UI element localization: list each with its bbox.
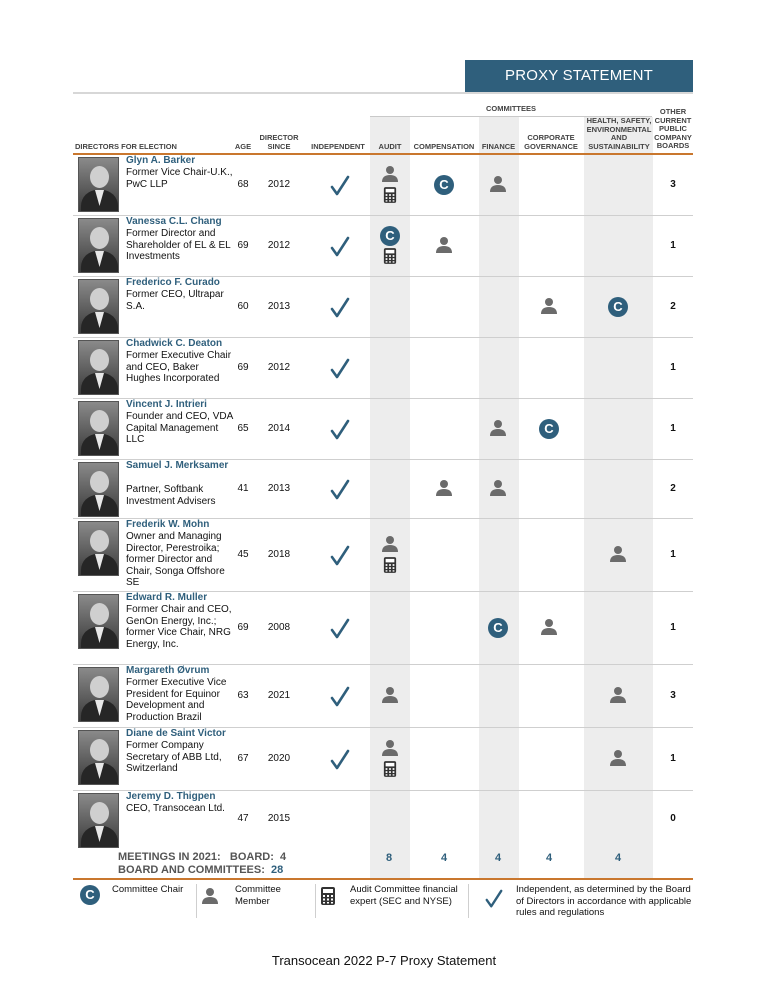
independent-checkmark-icon — [329, 358, 351, 380]
director-photo — [78, 667, 119, 722]
header-audit: AUDIT — [378, 142, 402, 151]
legend-divider — [196, 884, 197, 918]
independent-checkmark-icon — [329, 479, 351, 501]
top-rule — [73, 92, 693, 94]
director-age: 60 — [237, 300, 249, 312]
chair-icon: C — [488, 618, 508, 638]
independent-checkmark-icon — [329, 749, 351, 771]
independent-checkmark-icon — [329, 236, 351, 258]
director-title: Former Vice Chair-U.K., PwC LLP — [126, 167, 233, 190]
director-since: 2018 — [267, 548, 291, 560]
audit-meetings: 8 — [385, 852, 393, 864]
table-row — [73, 276, 693, 337]
header-finance: FINANCE — [481, 142, 516, 151]
other-boards-count: 2 — [670, 300, 676, 312]
director-age: 67 — [237, 752, 249, 764]
finance-meetings: 4 — [494, 852, 502, 864]
director-age: 41 — [237, 482, 249, 494]
member-icon — [435, 479, 453, 497]
committee-meetings-label: BOARD AND COMMITTEES: — [118, 864, 265, 876]
chair-icon: C — [608, 297, 628, 317]
header-hses: HEALTH, SAFETY, ENVIRONMENTAL AND SUSTAINABILITY — [586, 116, 652, 151]
member-icon — [435, 236, 453, 254]
hses-meetings: 4 — [614, 852, 622, 864]
table-row — [73, 790, 693, 848]
director-age: 69 — [237, 239, 249, 251]
member-icon — [381, 535, 399, 553]
other-boards-count: 2 — [670, 482, 676, 494]
director-photo — [78, 279, 119, 334]
legend-divider — [468, 884, 469, 918]
director-since: 2012 — [267, 361, 291, 373]
header-director-since: DIRECTOR SINCE — [259, 133, 299, 151]
table-row — [73, 591, 693, 664]
member-icon — [201, 887, 219, 905]
committees-header: COMMITTEES — [486, 104, 536, 113]
director-age: 63 — [237, 689, 249, 701]
director-name: Frederik W. Mohn — [126, 519, 210, 530]
table-row — [73, 664, 693, 727]
member-icon — [609, 545, 627, 563]
director-since: 2020 — [267, 752, 291, 764]
checkmark-icon — [484, 888, 504, 910]
director-title: Former Company Secretary of ABB Ltd, Switzerland — [126, 740, 222, 774]
member-icon — [540, 297, 558, 315]
director-title: Former Director and Shareholder of EL & EL Investments — [126, 228, 231, 262]
table-row — [73, 398, 693, 459]
director-age: 45 — [237, 548, 249, 560]
director-title: Founder and CEO, VDA Capital Management LLC — [126, 411, 233, 445]
director-name: Jeremy D. Thigpen — [126, 791, 216, 802]
governance-meetings: 4 — [545, 852, 553, 864]
calculator-icon — [320, 886, 336, 906]
independent-checkmark-icon — [329, 175, 351, 197]
other-boards-count: 1 — [670, 752, 676, 764]
director-since: 2012 — [267, 239, 291, 251]
director-photo — [78, 730, 119, 785]
director-photo — [78, 521, 119, 576]
director-age: 68 — [237, 178, 249, 190]
other-boards-count: 1 — [670, 239, 676, 251]
header-corporate-governance: CORPORATE GOVERNANCE — [524, 133, 578, 151]
legend-divider — [315, 884, 316, 918]
chair-icon: C — [80, 885, 100, 905]
board-meetings-label: BOARD: — [229, 851, 274, 863]
other-boards-count: 1 — [670, 361, 676, 373]
member-icon — [489, 479, 507, 497]
director-age: 47 — [237, 813, 249, 824]
director-name: Frederico F. Curado — [126, 277, 220, 288]
table-row — [73, 337, 693, 398]
member-icon — [489, 175, 507, 193]
independent-checkmark-icon — [329, 618, 351, 640]
header-independent: INDEPENDENT — [311, 142, 365, 151]
calculator-icon — [383, 760, 397, 778]
other-boards-count: 1 — [670, 422, 676, 434]
director-title: Former Chair and CEO, GenOn Energy, Inc.; former Vice Chair, NRG Energy, Inc. — [126, 604, 232, 650]
director-since: 2013 — [267, 300, 291, 312]
director-title: CEO, Transocean Ltd. — [126, 803, 225, 814]
member-icon — [381, 165, 399, 183]
chair-icon: C — [434, 175, 454, 195]
director-title: Owner and Managing Director, Perestroika; former Director and Chair, Songa Offshore SE — [126, 531, 225, 588]
director-photo — [78, 218, 119, 273]
independent-checkmark-icon — [329, 419, 351, 441]
independent-checkmark-icon — [329, 686, 351, 708]
section-banner: PROXY STATEMENT SUMMARY — [465, 60, 693, 92]
director-since: 2015 — [267, 813, 291, 824]
meetings-label: MEETINGS IN 2021: — [118, 851, 221, 863]
director-title: Former Executive Chair and CEO, Baker Hughes Incorporated — [126, 350, 232, 384]
independent-checkmark-icon — [329, 545, 351, 567]
director-title: Former Executive Vice President for Equinor Development and Production Brazil — [126, 677, 227, 723]
director-name: Edward R. Muller — [126, 592, 208, 603]
director-age: 69 — [237, 361, 249, 373]
director-name: Vanessa C.L. Chang — [126, 216, 222, 227]
page-footer: Transocean 2022 P-7 Proxy Statement — [271, 953, 497, 968]
calculator-icon — [383, 186, 397, 204]
member-icon — [381, 686, 399, 704]
header-compensation: COMPENSATION — [413, 142, 475, 151]
director-name: Glyn A. Barker — [126, 155, 196, 166]
legend-financial-expert: Audit Committee financial expert (SEC and NYSE) — [350, 884, 458, 907]
compensation-meetings: 4 — [440, 852, 448, 864]
director-photo — [78, 462, 119, 517]
director-name: Margareth Øvrum — [126, 665, 210, 676]
member-icon — [540, 618, 558, 636]
other-boards-count: 1 — [670, 621, 676, 633]
director-photo — [78, 401, 119, 456]
director-age: 69 — [237, 621, 249, 633]
director-name: Chadwick C. Deaton — [126, 338, 223, 349]
member-icon — [381, 739, 399, 757]
legend-member: Committee Member — [235, 884, 281, 907]
director-name: Diane de Saint Victor — [126, 728, 226, 739]
director-photo — [78, 594, 119, 649]
director-since: 2021 — [267, 689, 291, 701]
member-icon — [609, 686, 627, 704]
meetings-line-1 — [118, 851, 286, 863]
committee-meetings-value: 28 — [271, 864, 284, 876]
legend-independent: Independent, as determined by the Board of Directors in accordance with applicable rules and regulations — [516, 884, 692, 918]
member-icon — [609, 749, 627, 767]
other-boards-count: 3 — [670, 178, 676, 190]
table-row — [73, 518, 693, 591]
director-since: 2012 — [267, 178, 291, 190]
table-row — [73, 215, 693, 276]
table-row — [73, 154, 693, 215]
director-title: Former CEO, Ultrapar S.A. — [126, 289, 224, 312]
bottom-rule — [73, 878, 693, 880]
header-directors: DIRECTORS FOR ELECTION — [75, 142, 177, 151]
director-photo — [78, 340, 119, 395]
table-row — [73, 727, 693, 790]
director-since: 2013 — [267, 482, 291, 494]
director-since: 2014 — [267, 422, 291, 434]
chair-icon: C — [380, 226, 400, 246]
director-age: 65 — [237, 422, 249, 434]
other-boards-count: 3 — [670, 689, 676, 701]
director-name: Vincent J. Intrieri — [126, 399, 207, 410]
calculator-icon — [383, 556, 397, 574]
independent-checkmark-icon — [329, 297, 351, 319]
table-row — [73, 459, 693, 518]
director-photo — [78, 157, 119, 212]
legend-chair: Committee Chair — [112, 884, 184, 895]
header-age: AGE — [234, 142, 252, 151]
board-meetings-value: 4 — [280, 851, 287, 863]
other-boards-count: 0 — [670, 813, 676, 824]
director-since: 2008 — [267, 621, 291, 633]
director-photo — [78, 793, 119, 848]
chair-icon: C — [539, 419, 559, 439]
member-icon — [489, 419, 507, 437]
director-title: Partner, Softbank Investment Advisers — [126, 484, 216, 507]
calculator-icon — [383, 247, 397, 265]
director-name: Samuel J. Merksamer — [126, 460, 229, 471]
other-boards-count: 1 — [670, 548, 676, 560]
meetings-line-2 — [118, 864, 283, 876]
header-other-boards: OTHER CURRENT PUBLIC COMPANY BOARDS — [654, 107, 692, 150]
